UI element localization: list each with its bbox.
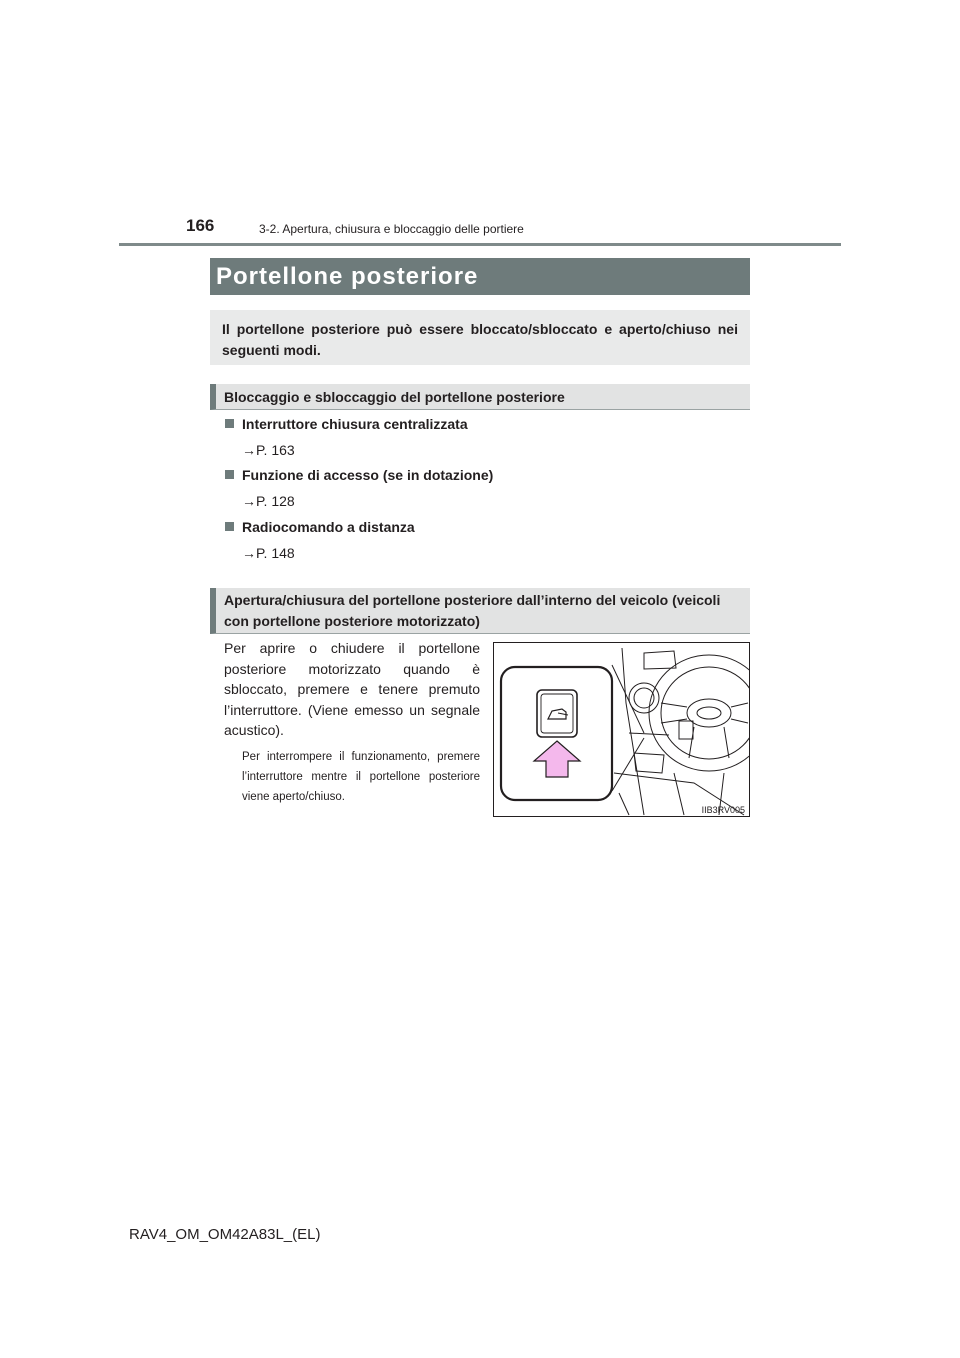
bullet-item xyxy=(225,519,415,535)
page-reference: →P. 128 xyxy=(242,493,295,509)
open-section-heading: Apertura/chiusura del portellone posteriore dall’interno del veicolo (veicoli con portellone posteriore motorizzato) xyxy=(210,588,750,634)
instruction-text: Per aprire o chiudere il portellone posteriore motorizzato quando è sbloccato, premere e tenere premuto l’interruttore. (Viene emesso un segnale acustico). xyxy=(224,640,480,738)
header-divider xyxy=(119,243,841,246)
footer-code: RAV4_OM_OM42A83L_(EL) xyxy=(129,1226,321,1243)
bullet-item xyxy=(225,467,493,483)
note-text: Per interrompere il funzionamento, premere l’interruttore mentre il portellone posteriore viene aperto/chiuso. xyxy=(242,751,480,803)
figure-code: IIB3RV005 xyxy=(701,805,745,815)
bullet-square-icon xyxy=(225,419,234,428)
intro-box: Il portellone posteriore può essere bloccato/sbloccato e aperto/chiuso nei seguenti modi. xyxy=(210,310,750,365)
bullet-square-icon xyxy=(225,470,234,479)
dashboard-illustration xyxy=(493,642,750,817)
page-reference: →P. 148 xyxy=(242,545,295,561)
bullet-label: Radiocomando a distanza xyxy=(242,519,415,535)
bullet-label: Interruttore chiusura centralizzata xyxy=(242,416,468,432)
chapter-title: 3-2. Apertura, chiusura e bloccaggio delle portiere xyxy=(259,222,524,236)
bullet-square-icon xyxy=(225,522,234,531)
section-title: Portellone posteriore xyxy=(210,258,750,295)
lock-section-heading: Bloccaggio e sbloccaggio del portellone posteriore xyxy=(210,384,750,410)
bullet-item xyxy=(225,416,468,432)
page-number: 166 xyxy=(186,216,215,235)
page-reference: →P. 163 xyxy=(242,442,295,458)
dashboard-drawing xyxy=(494,643,749,816)
bullet-label: Funzione di accesso (se in dotazione) xyxy=(242,467,494,483)
